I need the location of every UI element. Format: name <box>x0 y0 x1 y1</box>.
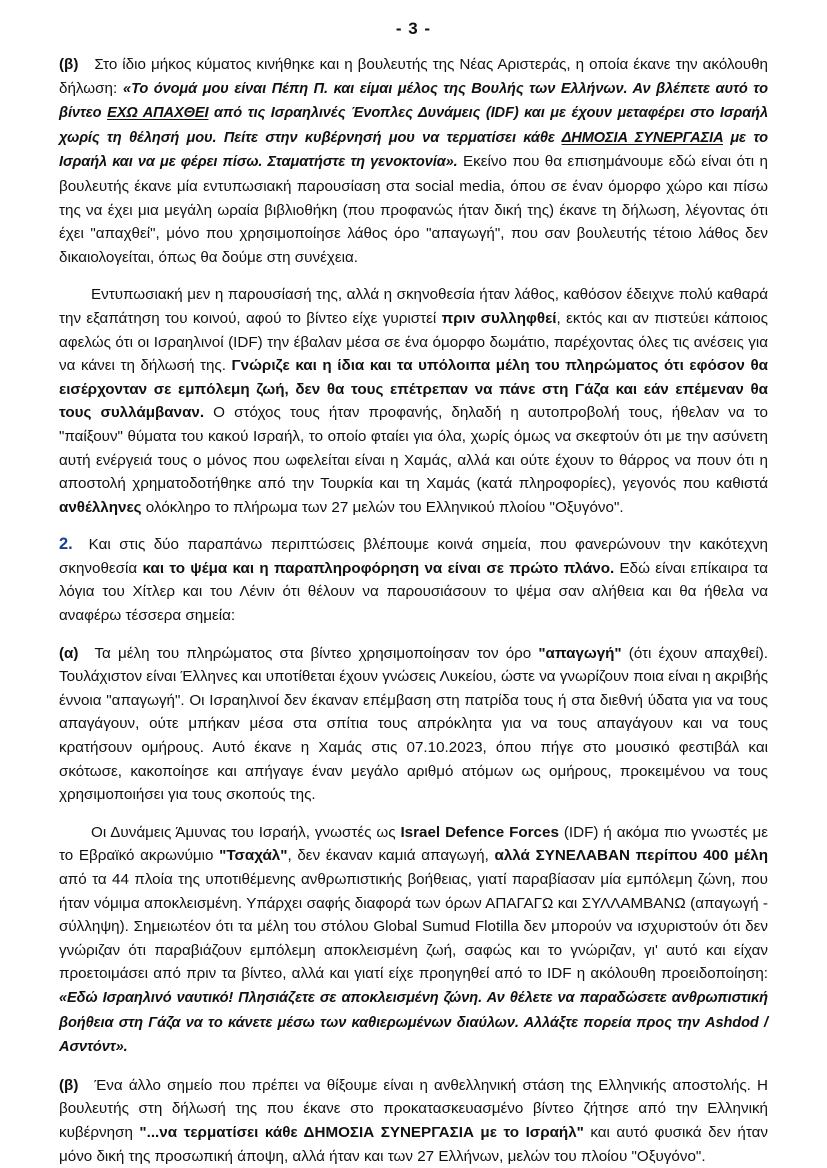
paragraph <box>59 642 768 807</box>
paragraph <box>59 821 768 1060</box>
bold-text-run: "απαγωγή" <box>538 644 622 662</box>
page-number-header: - 3 - <box>395 19 432 38</box>
quoted-italic-run: με το Ισραήλ και να με φέρει πίσω. Σταματήστε τη γενοκτονία». <box>59 129 768 171</box>
paragraph-marker: 2. <box>59 535 73 554</box>
text-run: Εκείνο που θα επισημάνουμε εδώ είναι ότι η βουλευτής έκανε μία εντυπωσιακή παρουσίαση στα social media, όπου σε έναν όμορφο χώρο και πίσω της να έχει μια μεγάλη ωραία βιβλιοθήκη (που προφανώς ήταν δική της) έκανε τη δήλωση, λέγοντας ότι έχει "απαχθεί", μόνο που χρησιμοποίησε λάθος όρο "απαγωγή", που σαν βουλευτής τέτοιο λάθος δεν δικαιολογείται, όπως θα δούμε στη συνέχεια. <box>59 153 768 266</box>
text-run: (IDF) ή ακόμα πιο γνωστές με το Εβραϊκό ακρωνύμιο <box>59 823 769 865</box>
bold-text-run: "...να τερματίσει κάθε ΔΗΜΟΣΙΑ ΣΥΝΕΡΓΑΣΙΑ με το Ισραήλ" <box>139 1123 584 1141</box>
text-run: από τα 44 πλοία της υποτιθέμενης ανθρωπιστικής βοήθειας, γιατί παραβίασαν μία εμπόλεμη ζώνη, που ήταν νόμιμα αποκλεισμένη. Υπάρχει σαφής διαφορά των όρων ΑΠΑΓΑΓΩ και ΣΥΛΛΑΜΒΑΝΩ (απαγωγή - σύλληψη). Σημειωτέον ότι τα μέλη του στόλου Global Sumud Flotilla δεν μπορούν να ισχυριστούν ότι δεν γνώριζαν ότι παραβιάζουν εμπόλεμη αποκλεισμένη ζωή, σαφώς και το γνώριζαν, γι' αυτό και είχαν προετοιμάσει από πριν τα βίντεο, αλλά και γιατί είχε προηγηθεί από το IDF η ακόλουθη προειδοποίηση: <box>59 871 768 983</box>
text-run: και αυτό φυσικά δεν ήταν μόνο δική της προσωπική άποψη, αλλά ήταν και των 27 Ελλήνων, μελών του πλοίου "Οξυγόνο". <box>59 1123 768 1165</box>
bold-text-run: Israel Defence Forces <box>400 823 559 841</box>
text-run: Ο στόχος τους ήταν προφανής, δηλαδή η αυτοπροβολή τους, ήθελαν να το "παίξουν" θύματα του κακού Ισραήλ, το οποίο φταίει για όλα, χωρίς όμως να σκεφτούν ότι με την ασύνετη αυτή ενέργειά τους ο μόνος που ωφελείται είναι η Χαμάς, αλλά και ούτε έχουν το θάρρος να πουν ότι η αποστολή χρηματοδοτήθηκε από την Τουρκία και τη Χαμάς (κατά πληροφορίες), γεγονός που καθιστά <box>59 404 768 493</box>
bold-text-run: και το ψέμα και η παραπληροφόρηση να είναι σε πρώτο πλάνο. <box>142 559 615 577</box>
paragraph-marker: (β) <box>59 56 79 73</box>
text-run: Οι Δυνάμεις Άμυνας του Ισραήλ, γνωστές ως <box>91 823 401 841</box>
quoted-italic-run: «Το όνομά μου είναι Πέπη Π. και είμαι μέλος της Βουλής των Ελλήνων. Αν βλέπετε αυτό το βίντεο <box>59 80 768 122</box>
bold-text-run: ανθέλληνες <box>59 498 142 516</box>
paragraph <box>59 53 768 269</box>
paragraph <box>59 1074 768 1168</box>
text-run: Εντυπωσιακή μεν η παρουσίασή της, αλλά η σκηνοθεσία ήταν λάθος, καθόσον έδειχνε πολύ καθαρά την εξαπάτηση του κοινού, αφού το βίντεο είχε γυριστεί <box>59 286 768 327</box>
document-body <box>59 41 768 1168</box>
text-run: Στο ίδιο μήκος κύματος κινήθηκε και η βουλευτής της Νέας Αριστεράς, η οποία έκανε την ακόλουθη δήλωση: <box>59 56 768 97</box>
text-run: ολόκληρο το πλήρωμα των 27 μελών του Ελληνικού πλοίου "Οξυγόνο". <box>141 498 624 516</box>
paragraph <box>59 283 768 519</box>
text-run: Και στις δύο παραπάνω περιπτώσεις βλέπουμε κοινά σημεία, που φανερώνουν την κακότεχνη σκηνοθεσία <box>59 536 768 577</box>
paragraph-marker: (β) <box>59 1076 79 1094</box>
paragraph-marker: (α) <box>59 644 79 662</box>
bold-text-run: πριν συλληφθεί <box>441 309 557 327</box>
quoted-italic-underlined-run: ΕΧΩ ΑΠΑΧΘΕΙ <box>107 105 209 122</box>
bold-text-run: "Τσαχάλ" <box>219 847 288 865</box>
text-run: Εδώ είναι επίκαιρα τα λόγια του Χίτλερ και του Λένιν ότι θέλουν να παρουσιάσουν το ψέμα σαν αλήθεια και θα ήθελα να αναφέρω τέσσερα σημεία: <box>59 559 768 625</box>
paragraph <box>59 533 768 627</box>
text-run: Ένα άλλο σημείο που πρέπει να θίξουμε είναι η ανθελληνική στάση της Ελληνικής αποστολής. Η βουλευτής στη δήλωσή της που έκανε στο προκατασκευασμένο βίντεο ζήτησε από την Ελληνική κυβέρνηση <box>59 1076 768 1141</box>
text-run: , δεν έκαναν καμιά απαγωγή, <box>287 847 495 865</box>
text-run: (ότι έχουν απαχθεί). Τουλάχιστον είναι Έλληνες και υποτίθεται έχουν γνώσεις Λυκείου, ώστε να γνωρίζουν ποια είναι η ακριβής έννοια "απαγωγή". Οι Ισραηλινοί δεν έκαναν επέμβαση στη πατρίδα τους ή στα διεθνή ύδατα για να τους απαγάγουν, ούτε μπήκαν μέσα στα σπίτια τους απρόκλητα για να τους απαγάγουν και να τους κρατήσουν ομήρους. Αυτό έκανε η Χαμάς στις 07.10.2023, όπου πήγε στο μουσικό φεστιβάλ και σκότωσε, κακοποίησε και απήγαγε έναν μεγάλο αριθμό ατόμων ως ομήρους, προκειμένου να τους χρησιμοποιήσει για τους σκοπούς της. <box>59 644 768 804</box>
quoted-italic-run: από τις Ισραηλινές Ένοπλες Δυνάμεις (IDF) και με έχουν μεταφέρει στο Ισραήλ χωρίς τη θέλησή μου. Πείτε στην κυβέρνησή μου να τερματίσει κάθε <box>59 105 768 146</box>
quoted-italic-run: «Εδώ Ισραηλινό ναυτικό! Πλησιάζετε σε αποκλεισμένη ζώνη. Αν θέλετε να παραδώσετε ανθρωπιστική βοήθεια στη Γάζα να το κάνετε μέσω των καθιερωμένων διαύλων. Αλλάξτε πορεία προς την Ashdod /Ασντόντ». <box>59 989 768 1056</box>
text-run: , εκτός και αν πιστεύει κάποιος αφελώς ότι οι Ισραηλινοί (IDF) την έβαλαν μέσα σε ένα όμορφο δωμάτιο, παρέχοντας όλες τις ανέσεις για να κάνει τη δήλωσή της. <box>59 309 769 375</box>
bold-text-run: Γνώριζε και η ίδια και τα υπόλοιπα μέλη του πληρώματος ότι εφόσον θα εισέρχονταν σε εμπόλεμη ζωή, δεν θα τους επέτρεπαν να πάνε στη Γάζα και εάν επέμεναν θα τους συλλάμβαναν. <box>59 357 768 422</box>
quoted-italic-underlined-run: ΔΗΜΟΣΙΑ ΣΥΝΕΡΓΑΣΙΑ <box>561 129 723 146</box>
bold-text-run: αλλά ΣΥΝΕΛΑΒΑΝ περίπου 400 μέλη <box>494 847 768 865</box>
text-run: Τα μέλη του πληρώματος στα βίντεο χρησιμοποίησαν τον όρο <box>94 644 539 662</box>
